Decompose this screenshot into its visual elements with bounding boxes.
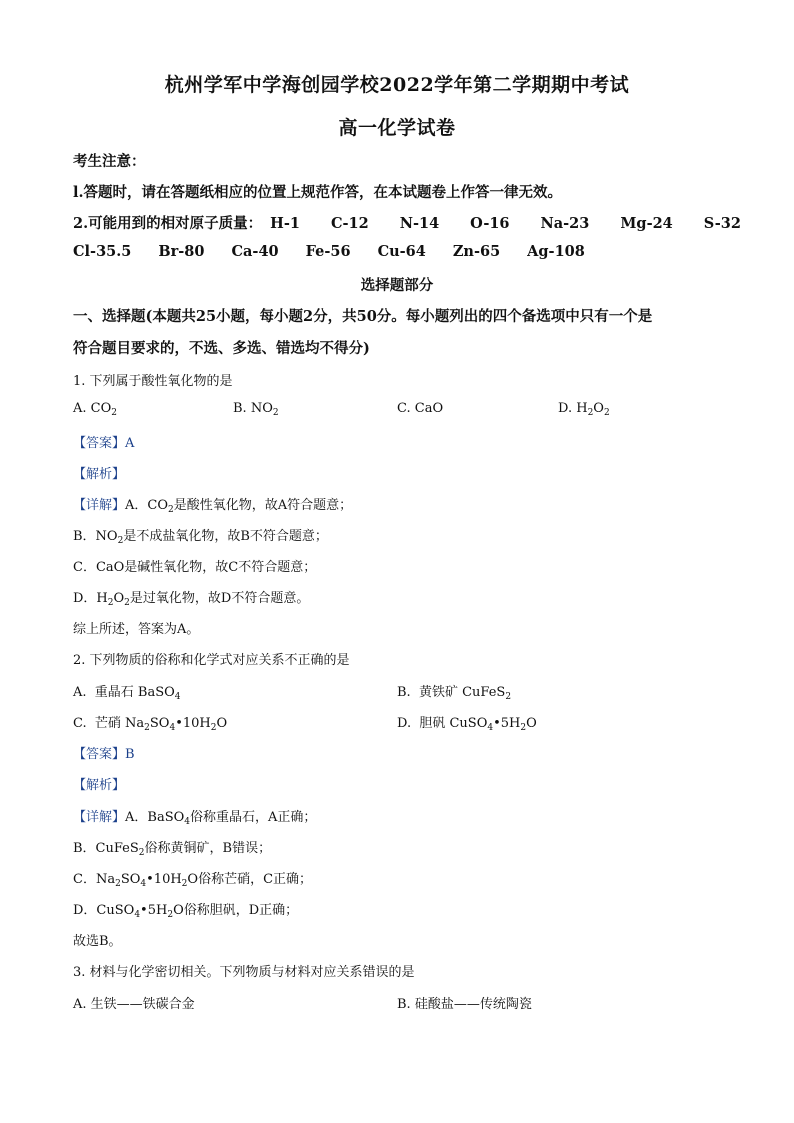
notice-heading: 考生注意： bbox=[73, 153, 146, 170]
q2-analysis-label: 【解析】 bbox=[73, 778, 126, 793]
q2-answer: 【答案】B bbox=[73, 747, 135, 762]
q1-detail-d: D．$H_2O_2$是过氧化物，故D不符合题意。 bbox=[73, 591, 310, 608]
q2-option-b: B. 黄铁矿 CuFeS$_2$ bbox=[397, 685, 512, 702]
atomic-mass: O-16 bbox=[470, 215, 510, 232]
q1-detail-a: 【详解】A．$CO_2$是酸性氧化物，故A符合题意； bbox=[73, 498, 353, 515]
atomic-mass: Mg-24 bbox=[620, 215, 673, 232]
q2-detail-b: B．CuFeS$_2$俗称黄铜矿，B错误； bbox=[73, 841, 272, 858]
q2-stem: 2. 下列物质的俗称和化学式对应关系不正确的是 bbox=[73, 653, 350, 668]
q2-option-c: C. 芒硝 $Na_2SO_4•10H_2O$ bbox=[73, 716, 228, 733]
atomic-mass: Fe-56 bbox=[305, 243, 351, 260]
q2-detail-a: 【详解】A．BaSO$_4$俗称重晶石，A正确； bbox=[73, 810, 317, 827]
q2-detail-d: D．$CuSO_4•5H_2O$俗称胆矾，D正确； bbox=[73, 903, 299, 920]
q1-answer: 【答案】A bbox=[73, 436, 135, 451]
q3-option-b: B. 硅酸盐——传统陶瓷 bbox=[397, 997, 532, 1012]
atomic-mass: C-12 bbox=[330, 215, 369, 232]
atomic-mass: Ca-40 bbox=[231, 243, 279, 260]
q2-option-a: A. 重晶石 BaSO$_4$ bbox=[73, 685, 181, 702]
atomic-mass: Zn-65 bbox=[452, 243, 501, 260]
q1-conclusion: 综上所述，答案为A。 bbox=[73, 622, 200, 637]
q1-detail-c: C．CaO是碱性氧化物，故C不符合题意； bbox=[73, 560, 317, 575]
atomic-mass-row-2 bbox=[73, 243, 585, 260]
q2-conclusion: 故选B。 bbox=[73, 934, 122, 949]
atomic-mass: Cl-35.5 bbox=[73, 243, 132, 260]
q1-option-d: D. $H_2O_2$ bbox=[558, 401, 610, 418]
q2-detail-label: 【详解】 bbox=[73, 810, 126, 825]
q1-stem: 1. 下列属于酸性氧化物的是 bbox=[73, 374, 233, 389]
exam-title: 杭州学军中学海创园学校2022学年第二学期期中考试 bbox=[164, 74, 630, 96]
atomic-mass: S-32 bbox=[703, 215, 741, 232]
q1-option-a: A. $CO_2$ bbox=[73, 401, 117, 418]
notice-item-2 bbox=[73, 212, 741, 233]
atomic-mass: Ag-108 bbox=[527, 243, 585, 260]
q1-option-c: C. CaO bbox=[397, 401, 444, 416]
atomic-mass: Cu-64 bbox=[377, 243, 426, 260]
section-title: 选择题部分 bbox=[360, 277, 434, 294]
q2-detail-c: C．$Na_2SO_4•10H_2O$俗称芒硝，C正确； bbox=[73, 872, 313, 889]
q2-option-d: D. 胆矾 $CuSO_4•5H_2O$ bbox=[397, 716, 537, 733]
q3-stem: 3. 材料与化学密切相关。下列物质与材料对应关系错误的是 bbox=[73, 965, 415, 980]
part1-instructions-line-2: 符合题目要求的，不选、多选、错选均不得分) bbox=[73, 340, 370, 357]
q1-detail-label: 【详解】 bbox=[73, 498, 126, 513]
q1-option-b: B. $NO_2$ bbox=[233, 401, 279, 418]
exam-subtitle: 高一化学试卷 bbox=[338, 117, 456, 139]
notice-item-1: l.答题时，请在答题纸相应的位置上规范作答，在本试题卷上作答一律无效。 bbox=[73, 184, 563, 201]
atomic-mass: N-14 bbox=[399, 215, 440, 232]
notice-item-2-prefix: 2.可能用到的相对原子质量： bbox=[73, 215, 263, 232]
atomic-mass: H-1 bbox=[270, 215, 300, 232]
q1-analysis-label: 【解析】 bbox=[73, 467, 126, 482]
atomic-mass: Br-80 bbox=[158, 243, 205, 260]
q3-option-a: A. 生铁——铁碳合金 bbox=[73, 997, 195, 1012]
part1-instructions-line-1: 一、选择题(本题共25小题，每小题2分，共50分。每小题列出的四个备选项中只有一个是 bbox=[73, 308, 653, 325]
atomic-mass: Na-23 bbox=[540, 215, 590, 232]
q1-detail-b: B．$NO_2$是不成盐氧化物，故B不符合题意； bbox=[73, 529, 328, 546]
